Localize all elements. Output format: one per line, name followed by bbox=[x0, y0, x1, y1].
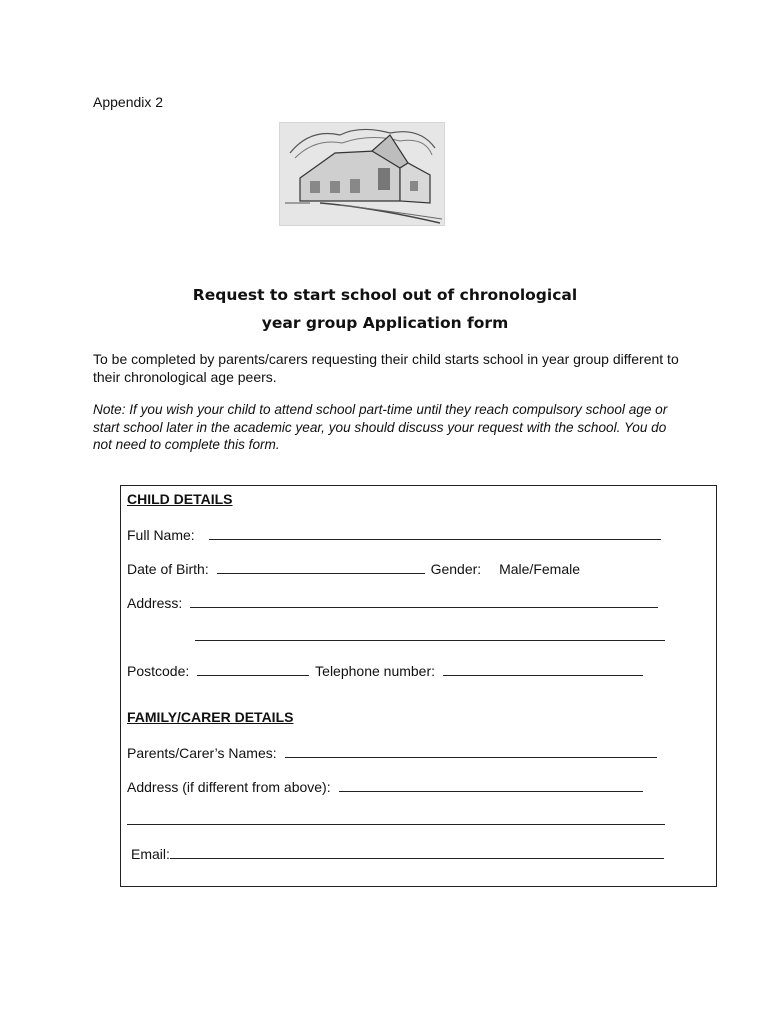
child-details-heading: CHILD DETAILS bbox=[127, 491, 233, 507]
school-building-image bbox=[279, 122, 445, 226]
address-row bbox=[127, 593, 658, 611]
full-name-label: Full Name: bbox=[127, 527, 195, 543]
address-field-line2[interactable] bbox=[195, 626, 665, 641]
address-label: Address: bbox=[127, 595, 183, 611]
intro-text: To be completed by parents/carers requesting their child starts school in year group different to their chronological age peers. bbox=[93, 351, 679, 385]
gender-options[interactable]: Male/Female bbox=[499, 561, 580, 577]
address-different-field-line2[interactable] bbox=[127, 810, 665, 825]
email-label: Email: bbox=[131, 846, 170, 862]
full-name-row bbox=[127, 525, 661, 543]
form-title-line2: year group Application form bbox=[261, 314, 509, 332]
email-field[interactable] bbox=[170, 844, 664, 859]
parents-label: Parents/Carer’s Names: bbox=[127, 745, 277, 761]
postcode-field[interactable] bbox=[197, 661, 309, 676]
address-row-2 bbox=[195, 626, 665, 644]
postcode-label: Postcode: bbox=[127, 663, 190, 679]
email-row bbox=[131, 844, 664, 862]
gender-label: Gender: bbox=[430, 561, 482, 577]
telephone-label: Telephone number: bbox=[315, 663, 436, 679]
parents-row bbox=[127, 743, 657, 761]
telephone-field[interactable] bbox=[443, 661, 643, 676]
dob-field[interactable] bbox=[217, 559, 425, 574]
address-different-row bbox=[127, 777, 643, 795]
postcode-telephone-row bbox=[127, 661, 643, 679]
appendix-label: Appendix 2 bbox=[93, 94, 164, 110]
dob-gender-row bbox=[127, 559, 580, 577]
parents-field[interactable] bbox=[285, 743, 657, 758]
note-text: Note: If you wish your child to attend school part-time until they reach compulsory school age or start school later in the academic year, you should discuss your request with the school. You do not need to complete this form. bbox=[93, 402, 668, 452]
address-field-line1[interactable] bbox=[190, 593, 658, 608]
full-name-field[interactable] bbox=[209, 525, 661, 540]
form-title-line1: Request to start school out of chronological bbox=[192, 286, 578, 304]
address-different-label: Address (if different from above): bbox=[127, 779, 331, 795]
address-different-field[interactable] bbox=[339, 777, 643, 792]
application-form bbox=[120, 485, 717, 887]
family-details-heading: FAMILY/CARER DETAILS bbox=[127, 709, 294, 725]
address-different-row-2 bbox=[127, 810, 665, 828]
dob-label: Date of Birth: bbox=[127, 561, 209, 577]
school-building-sketch-icon bbox=[280, 123, 444, 225]
